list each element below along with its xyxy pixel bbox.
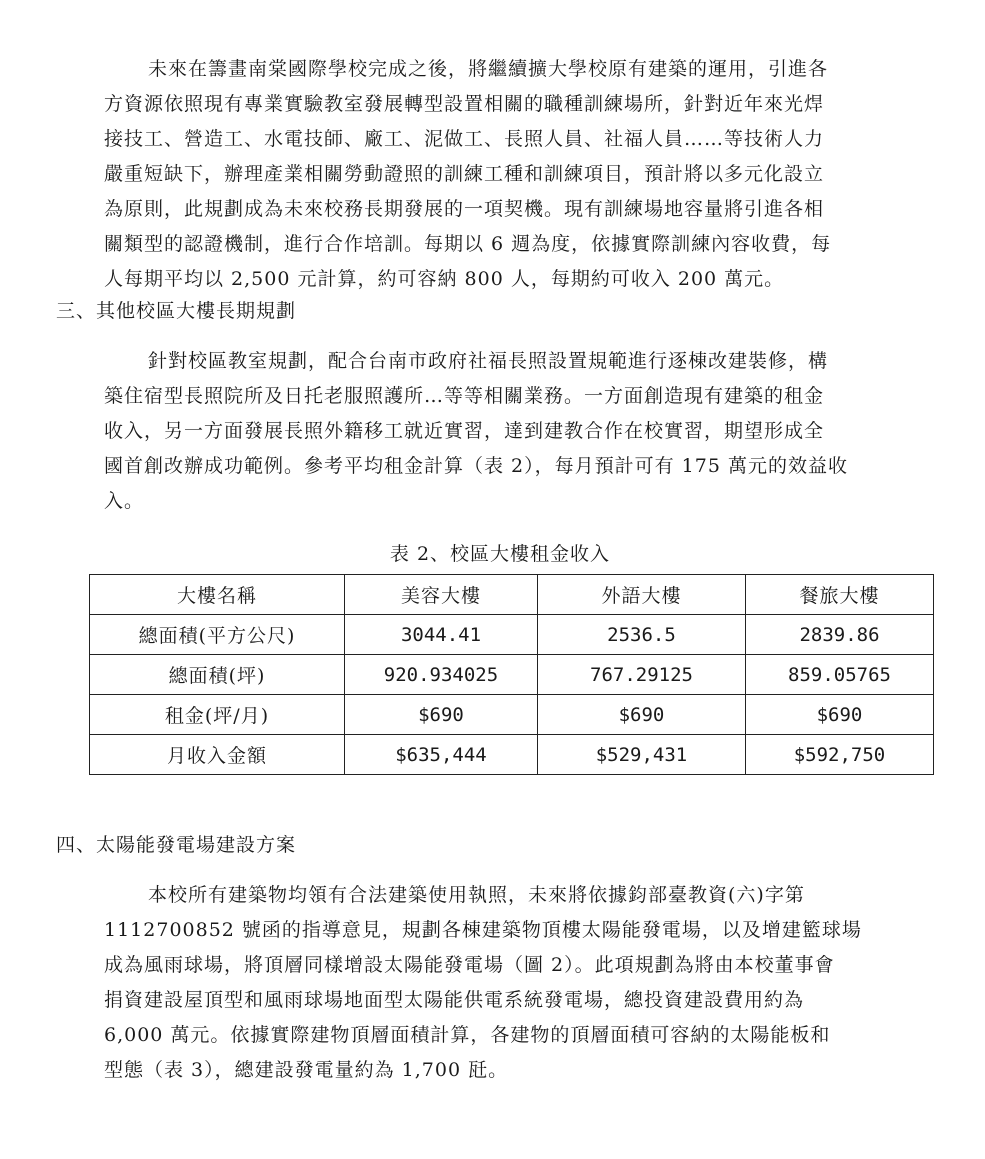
row-label: 總面積(坪) <box>90 655 345 695</box>
paragraph-line: 嚴重短缺下，辦理產業相關勞動證照的訓練工種和訓練項目，預計將以多元化設立 <box>104 163 825 185</box>
column-header: 外語大樓 <box>538 575 746 615</box>
table-row <box>90 655 934 695</box>
table-cell: 920.934025 <box>345 655 538 695</box>
paragraph-line: 1112700852 號函的指導意見，規劃各棟建築物頂樓太陽能發電場，以及增建籃球場 <box>104 919 862 941</box>
paragraph-line: 國首創改辦成功範例。參考平均租金計算（表 2），每月預計可有 175 萬元的效益收 <box>104 455 848 477</box>
column-header: 美容大樓 <box>345 575 538 615</box>
table-cell: $592,750 <box>746 735 934 775</box>
table-2-caption: 表 2、校區大樓租金收入 <box>389 543 611 565</box>
paragraph-line: 築住宿型長照院所及日托老服照護所…等等相關業務。一方面創造現有建築的租金 <box>104 385 825 407</box>
paragraph-line: 6,000 萬元。依據實際建物頂層面積計算，各建物的頂層面積可容納的太陽能板和 <box>104 1024 831 1046</box>
column-header: 大樓名稱 <box>90 575 345 615</box>
table-cell: 767.29125 <box>538 655 746 695</box>
paragraph-campus-buildings <box>104 344 924 519</box>
table-cell: $690 <box>345 695 538 735</box>
row-label: 租金(坪/月) <box>90 695 345 735</box>
table-cell: 2839.86 <box>746 615 934 655</box>
paragraph-line: 入。 <box>104 490 145 512</box>
table-cell: 2536.5 <box>538 615 746 655</box>
table-cell: $529,431 <box>538 735 746 775</box>
table-cell: 3044.41 <box>345 615 538 655</box>
table-cell: $635,444 <box>345 735 538 775</box>
section-3-heading: 三、其他校區大樓長期規劃 <box>56 300 297 322</box>
paragraph-line: 型態（表 3），總建設發電量約為 1,700 瓩。 <box>104 1059 509 1081</box>
paragraph-line: 未來在籌畫南棠國際學校完成之後，將繼續擴大學校原有建築的運用，引進各 <box>148 58 829 80</box>
paragraph-line: 成為風雨球場，將頂層同樣增設太陽能發電場（圖 2）。此項規劃為將由本校董事會 <box>104 954 835 976</box>
paragraph-line: 為原則，此規劃成為未來校務長期發展的一項契機。現有訓練場地容量將引進各相 <box>104 198 825 220</box>
row-label: 總面積(平方公尺) <box>90 615 345 655</box>
table-row <box>90 695 934 735</box>
paragraph-line: 關類型的認證機制，進行合作培訓。每期以 6 週為度，依據實際訓練內容收費，每 <box>104 233 832 255</box>
table-cell: $690 <box>538 695 746 735</box>
paragraph-vocational-training <box>104 52 924 297</box>
table-row <box>90 735 934 775</box>
section-4-heading: 四、太陽能發電場建設方案 <box>56 834 297 856</box>
table-cell: 859.05765 <box>746 655 934 695</box>
rent-income-table <box>89 574 934 775</box>
paragraph-line: 接技工、營造工、水電技師、廠工、泥做工、長照人員、社福人員……等技術人力 <box>104 128 825 150</box>
paragraph-solar-plan <box>104 878 924 1088</box>
paragraph-line: 方資源依照現有專業實驗教室發展轉型設置相關的職種訓練場所，針對近年來光焊 <box>104 93 825 115</box>
table-row <box>90 615 934 655</box>
paragraph-line: 收入，另一方面發展長照外籍移工就近實習，達到建教合作在校實習，期望形成全 <box>104 420 825 442</box>
paragraph-line: 本校所有建築物均領有合法建築使用執照，未來將依據鈞部臺教資(六)字第 <box>148 884 805 906</box>
paragraph-line: 人每期平均以 2,500 元計算，約可容納 800 人，每期約可收入 200 萬元。 <box>104 268 785 290</box>
row-label: 月收入金額 <box>90 735 345 775</box>
paragraph-line: 針對校區教室規劃，配合台南市政府社福長照設置規範進行逐棟改建裝修，構 <box>148 350 829 372</box>
table-header-row <box>90 575 934 615</box>
table-cell: $690 <box>746 695 934 735</box>
paragraph-line: 捐資建設屋頂型和風雨球場地面型太陽能供電系統發電場，總投資建設費用約為 <box>104 989 805 1011</box>
column-header: 餐旅大樓 <box>746 575 934 615</box>
